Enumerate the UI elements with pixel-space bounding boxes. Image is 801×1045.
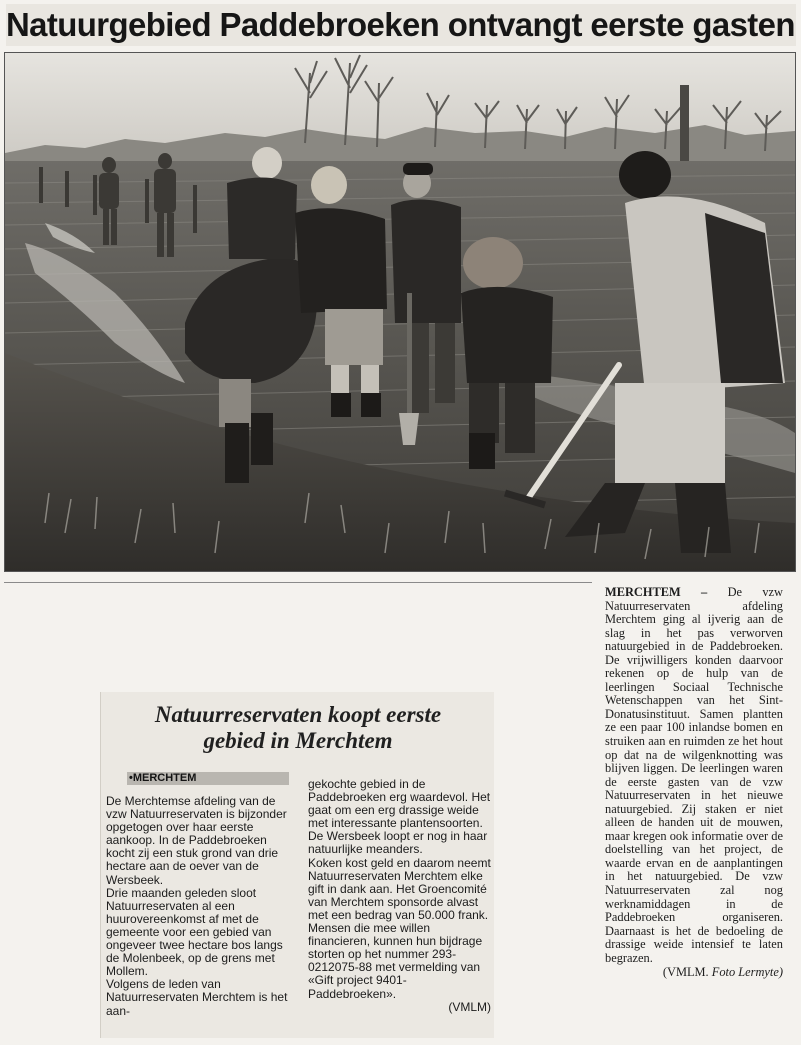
- inset-article: [100, 692, 494, 1038]
- section-divider: [4, 582, 592, 583]
- inset-column-2: [308, 778, 491, 1014]
- news-photo: [4, 52, 796, 572]
- side-article-text: De vzw Natuurreservaten afdeling Merchtem ging al ijverig aan de slag in het pas verworven natuurgebied in de Paddebroeken. De vrijwilligers konden daarvoor rekenen op de hulp van de leerlingen Sociaal Technische Wetenschappen van het Sint-Donatusinstituut. Samen plantten ze een paar 100 inlandse bomen en struiken aan en ruimden ze het hout op dat na de wilgenknotting was blijven liggen. De leerlingen waren de eerste gasten van de vzw Natuurreservaten in het nieuwe natuurgebied. Zij staken er niet alleen de handen uit de mouwen, maar kregen ook informatie over de doelstelling van het project, de waarde ervan en de aanplantingen in het natuurgebied. De vzw Natuurreservaten zal nog werknamiddagen in de Paddebroeken organiseren. Daarnaast is het de bedoeling de drassige weide intensief te laten begrazen.: [605, 585, 783, 965]
- inset-title-line-1: Natuurreservaten koopt eerste: [154, 702, 442, 727]
- inset-column-1: [106, 795, 296, 1018]
- signature: (VMLM): [448, 999, 491, 1014]
- side-article-body: [605, 586, 783, 965]
- paragraph: gekochte gebied in de Paddebroeken erg waardevol. Het gaat om een erg drassige weide met interessante plantensoorten. De Wersbeek loopt er nog in haar natuurlijke meanders.: [308, 777, 491, 857]
- photo-credit: [605, 966, 783, 980]
- location-tag: •MERCHTEM: [127, 772, 289, 785]
- inset-title: [101, 702, 495, 754]
- paragraph: Drie maanden geleden sloot Natuurreservaten al een huurovereenkomst af met de gemeente voor een gebied van ongeveer twee hectare bos langs de Molenbeek, op de grens met Mollem.: [106, 885, 283, 979]
- paragraph: Volgens de leden van Natuurreservaten Merchtem is het aan-: [106, 977, 288, 1018]
- field-planting-photo: [5, 53, 795, 571]
- credit-photographer: Foto Lermyte): [711, 965, 783, 980]
- page-headline: Natuurgebied Paddebroeken ontvangt eerste gasten: [6, 4, 796, 46]
- paragraph: Koken kost geld en daarom neemt Natuurreservaten Merchtem elke gift in dank aan. Het Groencomité van Merchtem sponsorde alvast met een bedrag van 50.000 frank. Mensen die mee willen financieren, kunnen hun bijdrage storten op het nummer 293-0212075-88 met vermelding van «Gift project 9401-Paddebroeken».: [308, 855, 491, 1001]
- paragraph: De Merchtemse afdeling van de vzw Natuurreservaten is bijzonder opgetogen over haar eerste aankoop. In de Paddebroeken kocht zij een stuk grond van drie hectare aan de oever van de Wersbeek.: [106, 794, 287, 887]
- credit-prefix: (VMLM.: [662, 965, 709, 980]
- dateline: MERCHTEM –: [605, 585, 708, 599]
- side-article: [605, 586, 783, 980]
- inset-title-line-2: gebied in Merchtem: [203, 728, 393, 753]
